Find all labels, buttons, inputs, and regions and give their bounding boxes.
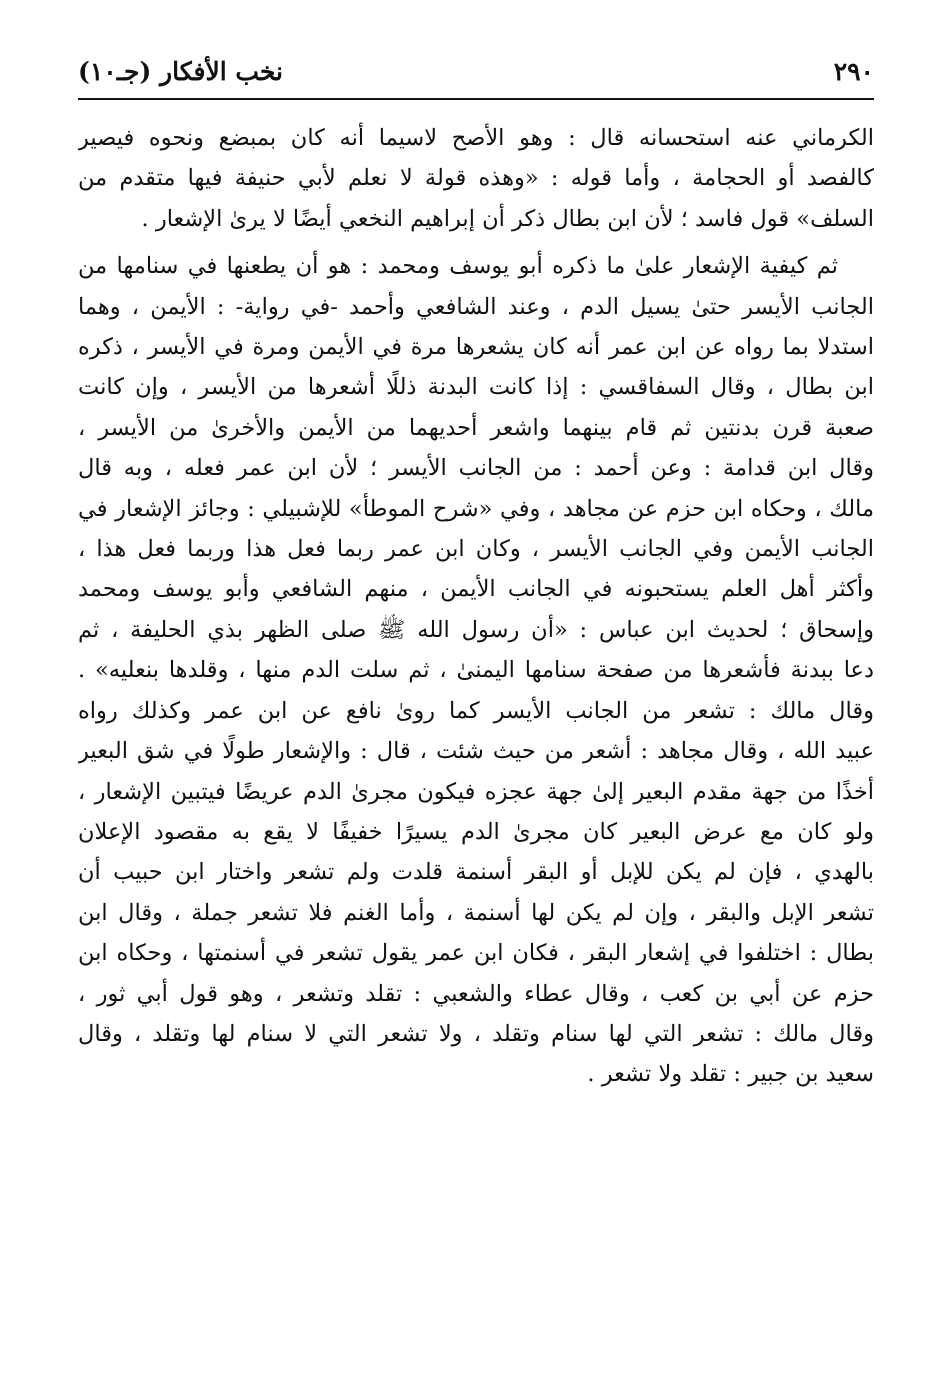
book-page (78, 50, 874, 1095)
text-line: صعبة قرن بدنتين ثم قام بينهما واشعر أحديهما من الأيمن والأخرىٰ من الأيسر ، (78, 414, 874, 441)
page-header (78, 50, 874, 94)
running-title: نخب الأفكار (جـ١٠) (78, 57, 284, 86)
text-line: الجانب الأيسر حتىٰ يسيل الدم ، وعند الشافعي وأحمد -في رواية- : الأيمن ، وهما (78, 293, 874, 320)
text-line: وقال ابن قدامة : وعن أحمد : من الجانب الأيسر ؛ لأن ابن عمر فعله ، وبه قال (78, 455, 874, 482)
text-line: ابن بطال ، وقال السفاقسي : إذا كانت البدنة ذللًا أشعرها من الأيسر ، وإن كانت (78, 374, 874, 401)
text-line: وإسحاق ؛ لحديث ابن عباس : «أن رسول الله ﷺ صلى الظهر بذي الحليفة ، ثم (78, 616, 874, 643)
text-line: دعا ببدنة فأشعرها من صفحة سنامها اليمنىٰ ، ثم سلت الدم منها ، وقلدها بنعليه» . (78, 657, 874, 684)
text-line: الجانب الأيمن وفي الجانب الأيسر ، وكان ابن عمر ربما فعل هذا وربما فعل هذا ، (78, 536, 874, 563)
text-line: عبيد الله ، وقال مجاهد : أشعر من حيث شئت ، قال : والإشعار طولًا في شق البعير (78, 738, 874, 765)
text-line: وقال مالك : تشعر من الجانب الأيسر كما روىٰ نافع عن ابن عمر وكذلك رواه (78, 697, 874, 724)
text-line: تشعر الإبل والبقر ، وإن لم يكن لها أسنمة ، وأما الغنم فلا تشعر جملة ، وقال ابن (78, 899, 874, 926)
paragraph-2 (78, 246, 874, 1095)
text-line: مالك ، وحكاه ابن حزم عن مجاهد ، وفي «شرح الموطأ» للإشبيلي : وجائز الإشعار في (78, 495, 874, 522)
text-line: بطال : اختلفوا في إشعار البقر ، فكان ابن عمر يقول تشعر في أسنمتها ، وحكاه ابن (78, 940, 874, 967)
text-line: ثم كيفية الإشعار علىٰ ما ذكره أبو يوسف ومحمد : هو أن يطعنها في سنامها من (78, 253, 838, 280)
text-line: كالفصد أو الحجامة ، وأما قوله : «وهذه قولة لا نعلم لأبي حنيفة فيها متقدم من (78, 165, 874, 192)
header-rule (78, 98, 874, 100)
text-line: سعيد بن جبير : تقلد ولا تشعر . (587, 1061, 874, 1088)
text-line: بالهدي ، فإن لم يكن للإبل أو البقر أسنمة قلدت ولم تشعر واختار ابن حبيب أن (78, 859, 874, 886)
text-line: استدلا بما رواه عن ابن عمر أنه كان يشعرها مرة في الأيمن ومرة في الأيسر ، ذكره (78, 334, 874, 361)
text-line: السلف» قول فاسد ؛ لأن ابن بطال ذكر أن إبراهيم النخعي أيضًا لا يرىٰ الإشعار . (141, 205, 874, 232)
text-line: الكرماني عنه استحسانه قال : وهو الأصح لاسيما أنه كان بمبضع ونحوه فيصير (78, 125, 874, 151)
text-line: حزم عن أبي بن كعب ، وقال عطاء والشعبي : تقلد وتشعر ، وهو قول أبي ثور ، (78, 980, 874, 1007)
text-line: وأكثر أهل العلم يستحبونه في الجانب الأيمن ، منهم الشافعي وأبو يوسف ومحمد (78, 576, 874, 603)
page-number: ٢٩٠ (833, 57, 874, 86)
paragraph-1 (78, 118, 874, 239)
text-line: أخذًا من جهة مقدم البعير إلىٰ جهة عجزه فيكون مجرىٰ الدم عريضًا فيتبين الإشعار ، (78, 778, 874, 805)
text-line: ولو كان مع عرض البعير كان مجرىٰ الدم يسيرًا خفيفًا لا يقع به مقصود الإعلان (78, 818, 874, 845)
text-line: وقال مالك : تشعر التي لها سنام وتقلد ، ولا تشعر التي لا سنام لها وتقلد ، وقال (78, 1020, 874, 1047)
